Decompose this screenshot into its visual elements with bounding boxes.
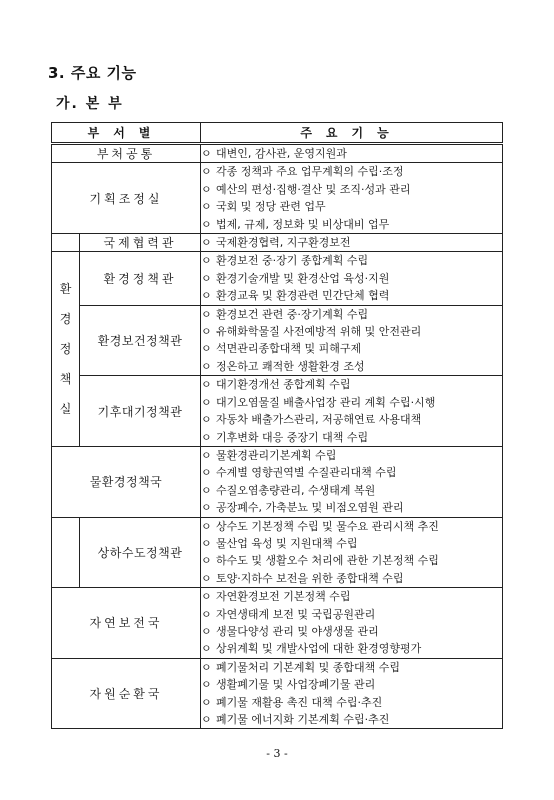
function-item: ㅇ 환경보전 중·장기 종합계획 수립: [201, 252, 502, 269]
function-item: ㅇ 물환경관리기본계획 수립: [201, 447, 502, 464]
function-item: ㅇ 하수도 및 생활오수 처리에 관한 기본정책 수립: [201, 552, 502, 569]
department-name: 물환경정책국: [52, 446, 201, 517]
bullet-icon: ㅇ: [201, 342, 212, 356]
bullet-icon: ㅇ: [201, 713, 212, 726]
table-row: [52, 376, 503, 447]
page-number: - 3 -: [266, 747, 288, 760]
table-row: [52, 252, 503, 305]
function-list: [201, 658, 503, 729]
function-item: ㅇ 자연환경보전 기본정책 수립: [201, 588, 502, 605]
table-row: [52, 234, 503, 252]
bullet-icon: ㅇ: [201, 536, 212, 550]
function-list: [201, 252, 503, 305]
bullet-icon: ㅇ: [201, 501, 212, 515]
bullet-icon: ㅇ: [201, 289, 212, 303]
table-row: [52, 446, 503, 517]
function-list: [201, 163, 503, 234]
bullet-icon: ㅇ: [201, 624, 212, 638]
bullet-icon: ㅇ: [201, 182, 212, 196]
bullet-icon: ㅇ: [201, 554, 212, 568]
function-item: ㅇ 대기오염물질 배출사업장 관리 계획 수립·시행: [201, 394, 502, 411]
department-name: 환경정책관: [80, 252, 201, 305]
table-row: [52, 144, 503, 163]
function-item: ㅇ 물산업 육성 및 지원대책 수립: [201, 535, 502, 552]
function-item: ㅇ 기후변화 대응 중장기 대책 수립: [201, 429, 502, 446]
bullet-icon: ㅇ: [201, 642, 212, 656]
function-item: ㅇ 공장폐수, 가축분뇨 및 비점오염원 관리: [201, 499, 502, 516]
function-list: [201, 588, 503, 659]
function-item: ㅇ 상위계획 및 개발사업에 대한 환경영향평가: [201, 640, 502, 657]
function-item: ㅇ 수계별 영향권역별 수질관리대책 수립: [201, 464, 502, 481]
bullet-icon: ㅇ: [201, 413, 212, 427]
department-name: 자원순환국: [52, 658, 201, 729]
bullet-icon: ㅇ: [201, 271, 212, 285]
group-label-environment-policy-office: 환 경 정 책 실: [52, 252, 80, 446]
department-name: 상하수도정책관: [80, 517, 201, 588]
bullet-icon: ㅇ: [201, 519, 212, 533]
bullet-icon: ㅇ: [201, 378, 212, 392]
section-title: 3. 주요 기능: [48, 64, 137, 82]
function-item: ㅇ 토양·지하수 보전을 위한 종합대책 수립: [201, 570, 502, 587]
bullet-icon: ㅇ: [201, 325, 212, 339]
function-item: ㅇ 생물다양성 관리 및 야생생물 관리: [201, 623, 502, 640]
bullet-icon: ㅇ: [201, 448, 212, 462]
function-item: ㅇ 국회 및 정당 관련 업무: [201, 198, 502, 215]
organization-table: [51, 122, 503, 729]
bullet-icon: ㅇ: [201, 571, 212, 585]
table-header-row: [52, 123, 503, 144]
department-name: 기후대기정책관: [80, 376, 201, 447]
bullet-icon: ㅇ: [201, 359, 212, 373]
function-item: ㅇ 예산의 편성·집행·결산 및 조직·성과 관리: [201, 181, 502, 198]
bullet-icon: ㅇ: [201, 217, 212, 231]
department-name: 기획조정실: [52, 163, 201, 234]
function-item: ㅇ 유해화학물질 사전예방적 위해 및 안전관리: [201, 323, 502, 340]
bullet-icon: ㅇ: [201, 395, 212, 409]
subsection-title: 가. 본 부: [56, 96, 124, 112]
function-item: ㅇ 수질오염총량관리, 수생태계 복원: [201, 482, 502, 499]
function-list: [201, 446, 503, 517]
function-list: [201, 234, 503, 252]
bullet-icon: ㅇ: [201, 483, 212, 497]
function-item: ㅇ 석면관리종합대책 및 피해구제: [201, 340, 502, 357]
bullet-icon: ㅇ: [201, 165, 212, 179]
function-item: ㅇ 국제환경협력, 지구환경보전: [201, 234, 502, 251]
function-item: ㅇ 대변인, 감사관, 운영지원과: [201, 145, 502, 162]
table-row: [52, 658, 503, 729]
function-item: ㅇ 자연생태계 보전 및 국립공원관리: [201, 606, 502, 623]
bullet-icon: ㅇ: [201, 660, 212, 674]
function-list: [201, 305, 503, 376]
table-row: [52, 305, 503, 376]
bullet-icon: ㅇ: [201, 200, 212, 214]
bullet-icon: ㅇ: [201, 678, 212, 692]
department-name: 국제협력관: [80, 234, 201, 252]
table-row: [52, 588, 503, 659]
bullet-icon: ㅇ: [201, 590, 212, 604]
bullet-icon: ㅇ: [201, 466, 212, 480]
function-item: ㅇ 대기환경개선 종합계획 수립: [201, 376, 502, 393]
function-item: ㅇ 자동차 배출가스관리, 저공해연료 사용대책: [201, 411, 502, 428]
function-item: ㅇ 환경보건 관련 중·장기계획 수립: [201, 306, 502, 323]
header-department: 부서별: [52, 123, 201, 144]
department-name: 자연보전국: [52, 588, 201, 659]
function-item: ㅇ 환경기술개발 및 환경산업 육성·지원: [201, 270, 502, 287]
function-item: ㅇ 폐기물 에너지화 기본계획 수립·추진: [201, 711, 502, 728]
bullet-icon: ㅇ: [201, 430, 212, 444]
function-item: ㅇ 폐기물처리 기본계획 및 종합대책 수립: [201, 659, 502, 676]
bullet-icon: ㅇ: [201, 307, 212, 321]
function-list: [201, 517, 503, 588]
function-item: ㅇ 폐기물 재활용 촉진 대책 수립·추진: [201, 694, 502, 711]
function-item: ㅇ 환경교육 및 환경관련 민간단체 협력: [201, 287, 502, 304]
bullet-icon: ㅇ: [201, 695, 212, 709]
department-name: 부처공통: [52, 144, 201, 163]
table-row: [52, 517, 503, 588]
function-list: [201, 144, 503, 163]
function-item: ㅇ 생활폐기물 및 사업장폐기물 관리: [201, 676, 502, 693]
department-name: 환경보건정책관: [80, 305, 201, 376]
function-list: [201, 376, 503, 447]
function-item: ㅇ 법제, 규제, 정보화 및 비상대비 업무: [201, 216, 502, 233]
bullet-icon: ㅇ: [201, 254, 212, 268]
table-row: [52, 163, 503, 234]
bullet-icon: ㅇ: [201, 236, 212, 250]
bullet-icon: ㅇ: [201, 147, 212, 160]
function-item: ㅇ 정온하고 쾌적한 생활환경 조성: [201, 358, 502, 375]
function-item: ㅇ 상수도 기본정책 수립 및 물수요 관리시책 추진: [201, 518, 502, 535]
bullet-icon: ㅇ: [201, 607, 212, 621]
header-functions: 주요기능: [201, 123, 503, 144]
function-item: ㅇ 각종 정책과 주요 업무계획의 수립·조정: [201, 163, 502, 180]
